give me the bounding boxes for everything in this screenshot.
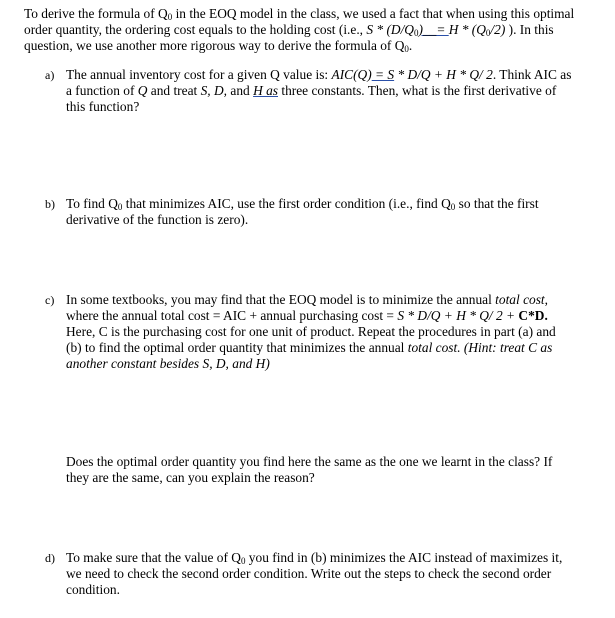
question-b-marker: b) [45,197,55,211]
question-a-marker: a) [45,68,55,82]
intro-subscript: 0 [485,28,491,38]
question-c-marker: c) [45,293,55,307]
question-d-text: To make sure that the value of $Q_0$ you find in (b) minimizes the AIC instead of maximizes it, we need to check the second order condition. Write out the steps to check the second order condition. [66,550,563,597]
question-a [47,67,572,115]
question-a-text: The annual inventory cost for a given Q value is: AIC(Q) = S * D/Q + H * Q/ 2. Think AIC as a function of Q and treat S, D, and H as three constants. Then, what is the first derivative of this function? [66,67,572,114]
intro-formula-underlined: )__= [418,22,449,37]
question-d-marker: d) [45,551,55,565]
intro-text: in the EOQ model in the class, we used a fact that when using this optimal order quantity, the ordering cost equals to the holding cost (i.e., [24,6,575,37]
intro-formula: S * (D/Q [366,22,414,37]
intro-formula: /2) [490,22,506,37]
intro-text: ). In this question, we use another more rigorous way to derive the formula of Q [24,22,554,53]
intro-subscript: 0 [167,12,173,22]
intro-formula: H * (Q [448,22,486,37]
question-b [47,196,572,228]
intro-text: . [408,38,413,53]
question-c-text: In some textbooks, you may find that the EOQ model is to minimize the annual total cost, where the annual total cost = AIC + annual purchasing cost = S * D/Q + H * Q/ 2 + C*D. Here, C is the purchasing cost for one unit of product. Repeat the procedures in part (a) and (b) to find the optimal order quantity that minimizes the annual total cost. (Hint: treat C as another constant besides S, D, and H) [66,292,556,371]
intro-text: To derive the formula of Q [24,6,168,21]
question-d [47,550,572,598]
question-c [47,292,572,372]
intro-paragraph [24,6,594,54]
intro-subscript: 0 [413,28,419,38]
intro-subscript: 0 [404,44,409,54]
question-b-text: To find $Q_0$ that minimizes AIC, use the first order condition (i.e., find $Q_0$ so that the first derivative of the function is zero). [66,196,539,227]
question-c-followup [66,454,576,486]
question-c-followup-text: Does the optimal order quantity you find here the same as the one we learnt in the class? If they are the same, can you explain the reason? [66,454,553,485]
